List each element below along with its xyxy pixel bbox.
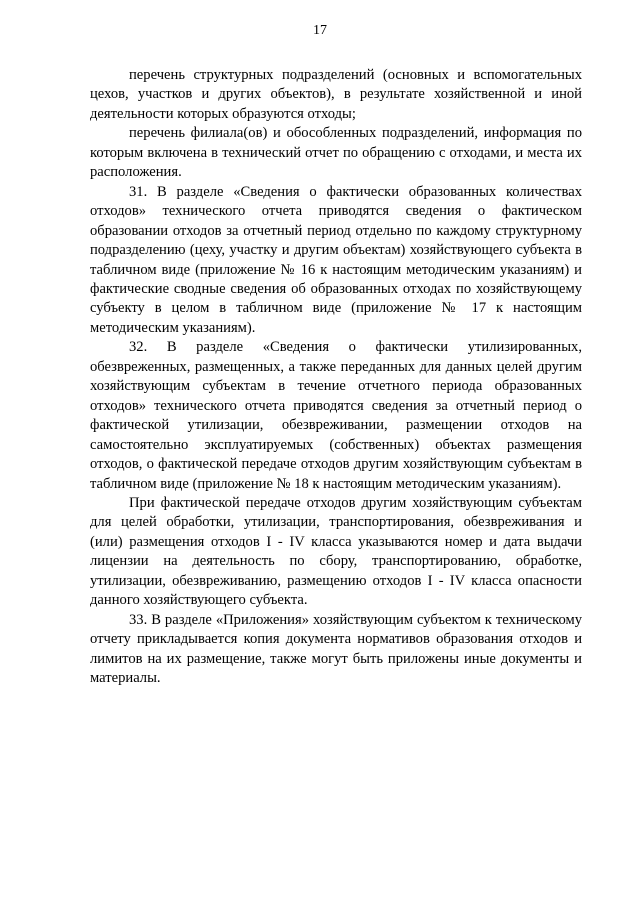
paragraph-transfer-license: При фактической передаче отходов другим хозяйствующим субъектам для целей обработки, утилизации, транспортирования, обезвреживания и (или) размещения отходов I - IV класса указываются номер и дата выдачи лицензии на деятельность по сбору, транспортированию, обработке, утилизации, обезвреживанию, размещению отходов I - IV класса опасности данного хозяйствующего субъекта. bbox=[90, 494, 582, 609]
document-body bbox=[90, 66, 582, 689]
paragraph-section-32: 32. В разделе «Сведения о фактически утилизированных, обезвреженных, размещенных, а также переданных для данных целей другим хозяйствующим субъектам в течение отчетного периода образованных отходов» технического отчета приводятся сведения за отчетный период о фактической утилизации, обезвреживании, размещении отходов на самостоятельно эксплуатируемых (собственных) объектах размещения отходов, о фактической передаче отходов другим хозяйствующим субъектам в табличном виде (приложение № 18 к настоящим методическим указаниям). bbox=[90, 339, 582, 492]
paragraph-section-33: 33. В разделе «Приложения» хозяйствующим субъектом к техническому отчету прикладывается копия документа нормативов образования отходов и лимитов на их размещение, также могут быть приложены иные документы и материалы. bbox=[90, 611, 582, 687]
page-number: 17 bbox=[313, 23, 327, 38]
paragraph-structural-units: перечень структурных подразделений (основных и вспомогательных цехов, участков и других объектов), в результате хозяйственной и иной деятельности которых образуются отходы; bbox=[90, 67, 582, 122]
paragraph-branches: перечень филиала(ов) и обособленных подразделений, информация по которым включена в технический отчет по обращению с отходами, и места их расположения. bbox=[90, 125, 582, 181]
paragraph-section-31: 31. В разделе «Сведения о фактически образованных количествах отходов» технического отчета приводятся сведения о фактическом образовании отходов за отчетный период отдельно по каждому структурному подразделению (цеху, участку и другим объектам) хозяйствующего субъекта в табличном виде (приложение № 16 к настоящим методическим указаниям) и фактические сводные сведения об образованных отходах по хозяйствующему субъекту в целом в табличном виде (приложение № 17 к настоящим методическим указаниям). bbox=[90, 183, 582, 336]
